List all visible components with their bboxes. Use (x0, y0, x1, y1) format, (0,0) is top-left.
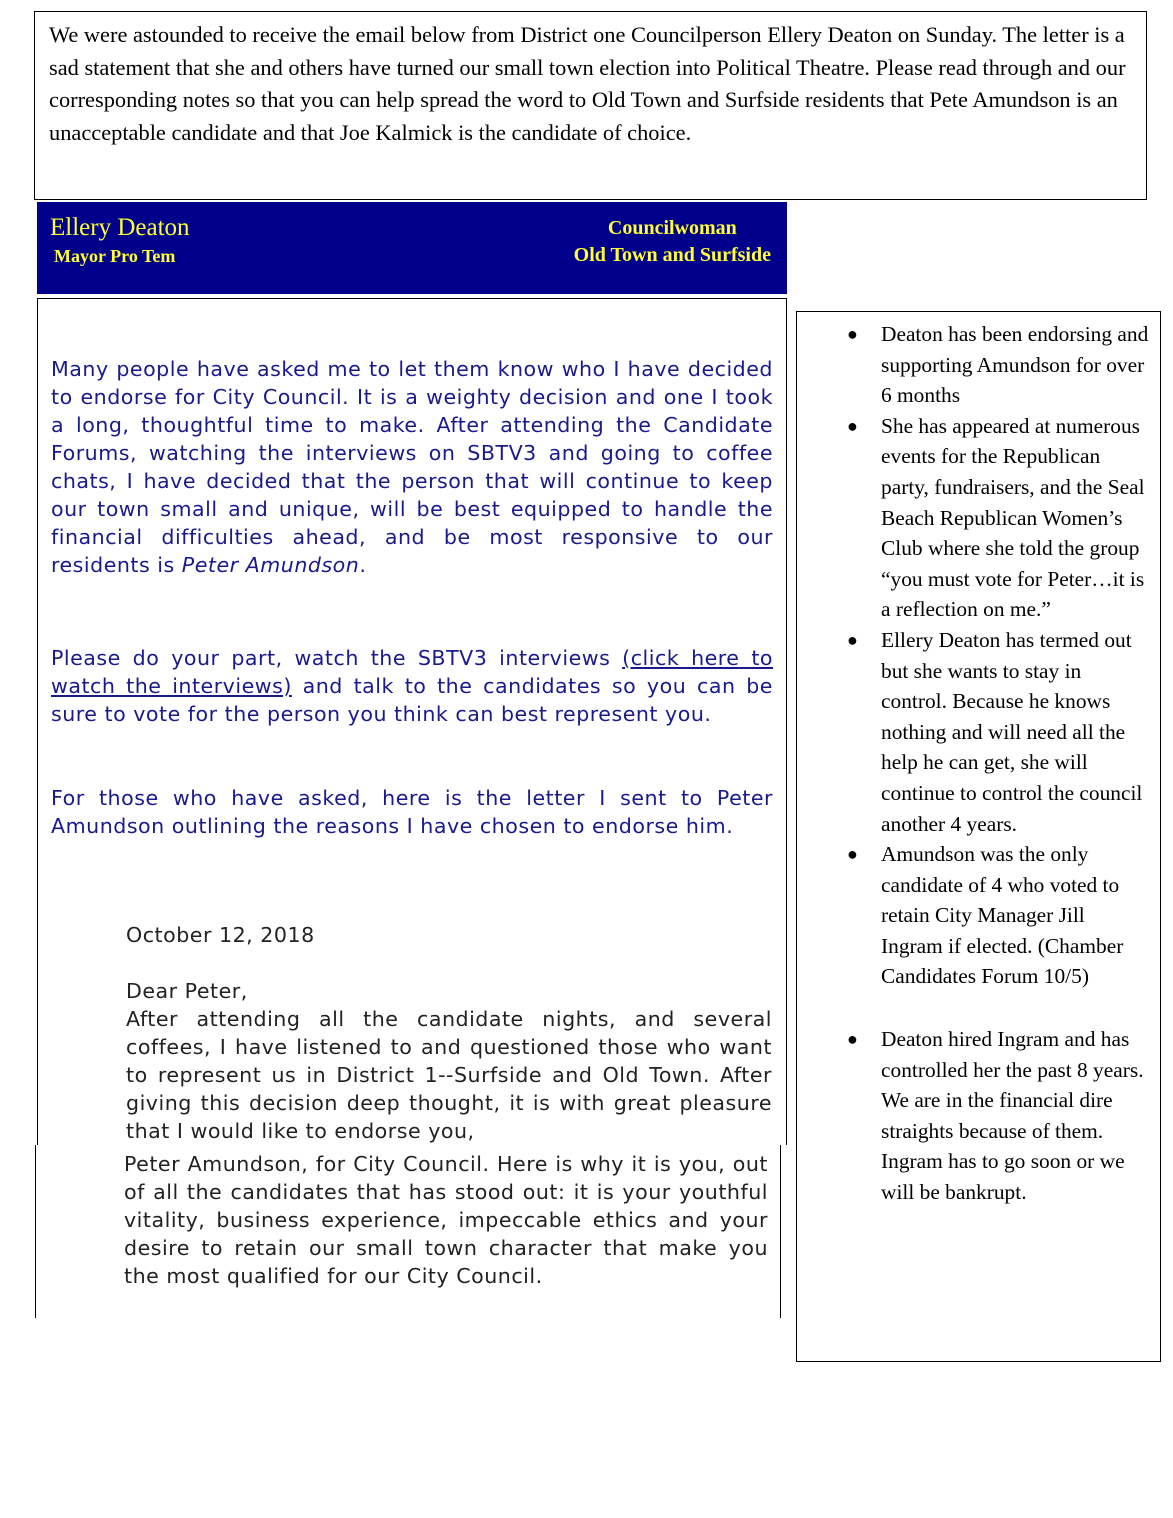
bullet-icon: ● (847, 415, 858, 436)
email-body-continued (35, 1145, 781, 1318)
commentary-text: Deaton has been endorsing and supporting Amundson for over 6 months (881, 322, 1149, 408)
interviews-paragraph (51, 644, 773, 728)
letterhead-banner (37, 202, 787, 294)
commentary-item (797, 625, 1160, 839)
bullet-icon: ● (847, 844, 858, 865)
endorsed-name: Peter Amundson (181, 553, 360, 577)
bullet-icon: ● (847, 629, 858, 650)
commentary-item (797, 839, 1160, 992)
interviews-text-start: Please do your part, watch the SBTV3 interviews (51, 646, 623, 670)
letter-body-part2: Peter Amundson, for City Council. Here is why it is you, out of all the candidates that has stood out: it is your youthful vitality, business experience, impeccable ethics and your desire to retain our small town character that make you the most qualified for our City Council. (124, 1152, 768, 1288)
letter-date: October 12, 2018 (126, 923, 315, 947)
letter-body-part1: After attending all the candidate nights, and several coffees, I have listened to and questioned those who want to represent us in District 1--Surfside and Old Town. After giving this decision deep thought, it is with great pleasure that I would like to endorse you, (126, 1007, 772, 1143)
email-body (37, 298, 787, 1145)
commentary-text: Ellery Deaton has termed out but she wants to stay in control. Because he knows nothing and will need all the help he can get, she will continue to control the council another 4 years. (881, 627, 1143, 836)
intro-text: We were astounded to receive the email below from District one Councilperson Ellery Deaton on Sunday. The letter is a sad statement that she and others have turned our small town election into Political Theatre. Please read through and our corresponding notes so that you can help spread the word to Old Town and Surfside residents that Pete Amundson is an unacceptable candidate and that Joe Kalmick is the candidate of choice. (49, 22, 1126, 145)
sender-district: Old Town and Surfside (573, 244, 771, 266)
commentary-list (797, 319, 1160, 1208)
endorsement-period: . (359, 553, 367, 577)
sender-role: Councilwoman (607, 217, 737, 239)
commentary-item (797, 1024, 1160, 1208)
commentary-text: Deaton hired Ingram and has controlled her the past 8 years. We are in the financial dire straights because of them. Ingram has to go soon or we will be bankrupt. (881, 1027, 1144, 1205)
intro-note-box (34, 11, 1147, 200)
endorsement-paragraph (51, 355, 773, 579)
letter-salutation: Dear Peter, (126, 979, 248, 1003)
sender-role-block (574, 215, 771, 269)
commentary-item (797, 411, 1160, 625)
endorsement-text: Many people have asked me to let them know who I have decided to endorse for City Council. It is a weighty decision and one I took a long, thoughtful time to make. After attending the Candidate Forums, watching the interviews on SBTV3 and going to coffee chats, I have decided that the person that will continue to keep our town small and unique, will be best equipped to handle the financial difficulties ahead, and be most responsive to our residents is (51, 357, 773, 577)
commentary-text: She has appeared at numerous events for the Republican party, fundraisers, and the Seal Beach Republican Women’s Club where she told the group “you must vote for Peter…it is a reflection on me.” (881, 413, 1145, 622)
commentary-text: Amundson was the only candidate of 4 who voted to retain City Manager Jill Ingram if elected. (Chamber Candidates Forum 10/5) (881, 842, 1124, 989)
letter-intro-paragraph: For those who have asked, here is the letter I sent to Peter Amundson outlining the reasons I have chosen to endorse him. (51, 786, 773, 838)
bullet-icon: ● (847, 1029, 858, 1050)
bullet-icon: ● (847, 324, 858, 344)
interviews-text-end: and talk to the candidates so you can be sure to vote for the person you think can best represent you. (51, 674, 773, 726)
sender-name: Ellery Deaton (50, 214, 190, 241)
watch-interviews-link[interactable]: (click here to watch the interviews) (51, 646, 773, 698)
commentary-item (797, 319, 1160, 411)
sender-title: Mayor Pro Tem (54, 246, 176, 266)
commentary-sidebar (796, 311, 1161, 1362)
